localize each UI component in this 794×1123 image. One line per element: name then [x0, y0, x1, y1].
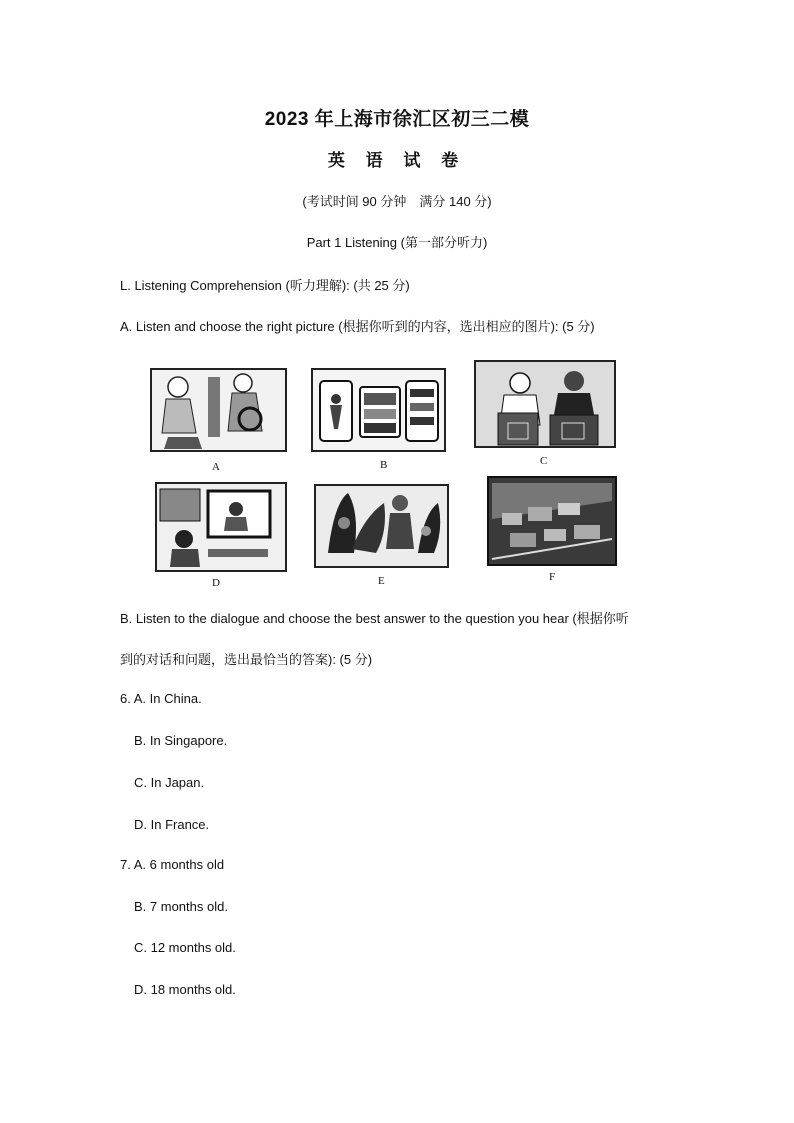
picture-grid-svg	[148, 353, 648, 589]
picture-d	[156, 483, 286, 571]
section-b-heading-line1: B. Listen to the dialogue and choose the best answer to the question you hear (根据你听	[120, 611, 629, 626]
picture-caption-f: F	[549, 571, 556, 583]
option-d: D. 18 months old.	[134, 982, 236, 997]
question-number: 6.	[120, 691, 131, 706]
picture-e	[315, 485, 448, 567]
picture-caption-e: E	[378, 575, 385, 587]
picture-grid	[148, 353, 648, 589]
picture-a	[151, 369, 286, 451]
picture-b	[312, 369, 445, 451]
option-d: D. In France.	[134, 817, 210, 832]
picture-caption-d: D	[212, 577, 220, 589]
picture-caption-b: B	[380, 459, 388, 471]
question-number: 7.	[120, 857, 131, 872]
picture-f	[488, 477, 616, 565]
exam-info: (考试时间 90 分钟 满分 140 分)	[302, 194, 492, 209]
option-c: C. In Japan.	[134, 775, 205, 790]
exam-subtitle: 英 语 试 卷	[327, 151, 467, 170]
question-6	[120, 691, 202, 706]
exam-title: 2023 年上海市徐汇区初三二模	[264, 109, 530, 130]
picture-caption-c: C	[540, 455, 548, 467]
option-c: C. 12 months old.	[134, 940, 236, 955]
question-7	[120, 857, 224, 872]
picture-c	[475, 361, 615, 447]
option-a: A. 6 months old	[133, 857, 225, 872]
part-title: Part 1 Listening (第一部分听力)	[306, 235, 488, 250]
section-a-heading: A. Listen and choose the right picture (根据你听到的内容，选出相应的图片): (5 分)	[120, 319, 595, 334]
picture-caption-a: A	[212, 461, 220, 473]
option-a: A. In China.	[133, 691, 202, 706]
section-b-heading-line2: 到的对话和问题，选出最恰当的答案): (5 分)	[120, 652, 373, 667]
option-b: B. In Singapore.	[134, 733, 228, 748]
section-l-heading: L. Listening Comprehension (听力理解): (共 25 分)	[120, 278, 410, 293]
option-b: B. 7 months old.	[134, 899, 228, 914]
